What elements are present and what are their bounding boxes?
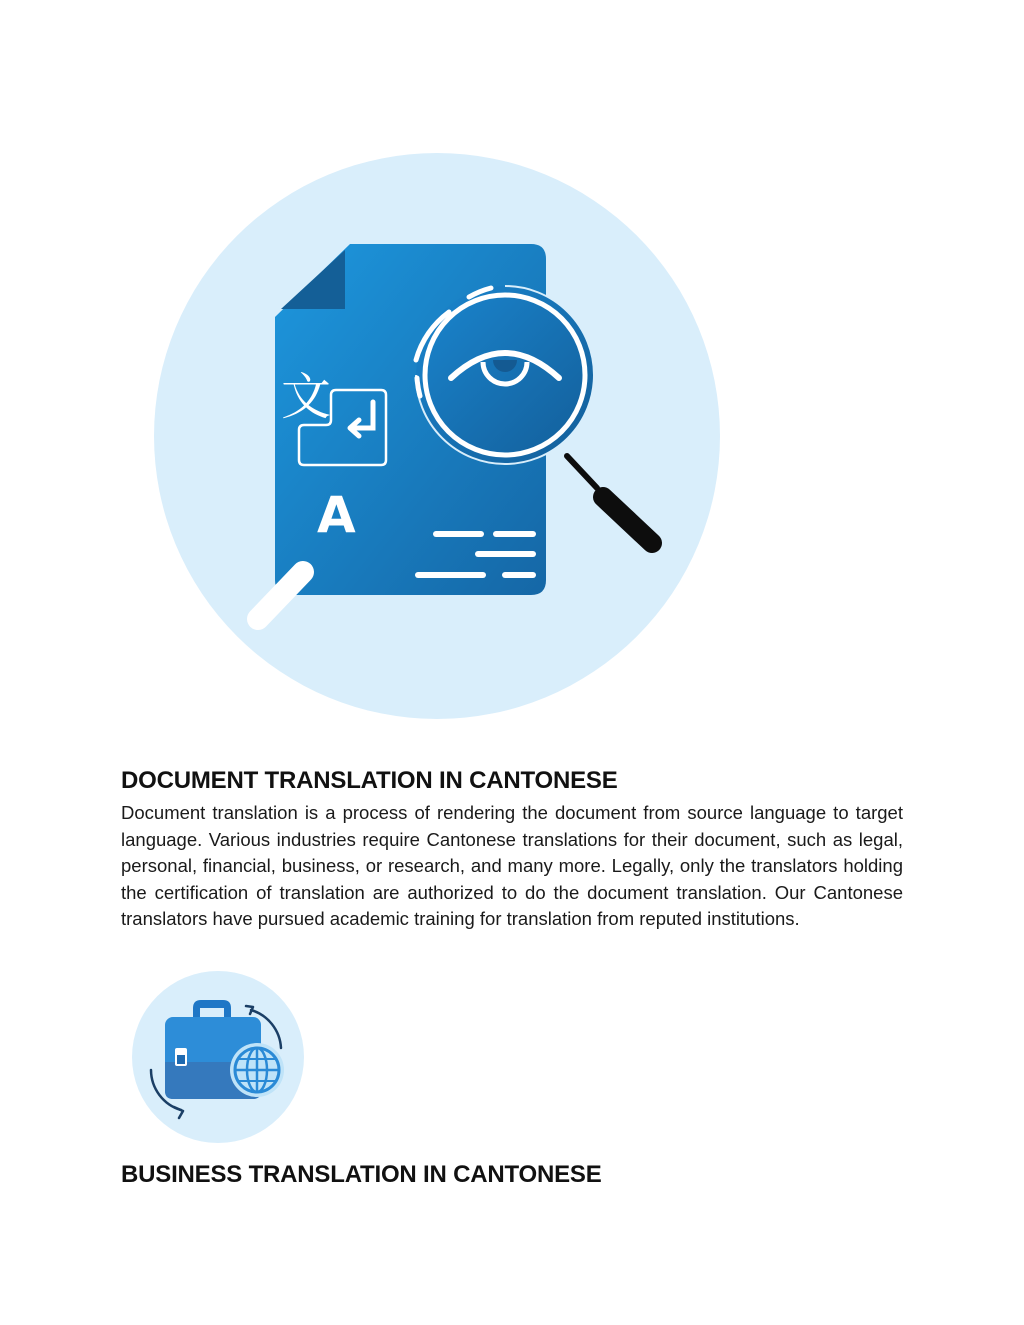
magnifier-icon <box>416 286 594 464</box>
document-translation-illustration <box>153 152 721 720</box>
business-translation-illustration <box>131 970 305 1144</box>
letter-a-glyph-icon: A <box>317 486 356 544</box>
globe-icon <box>230 1043 284 1097</box>
translate-glyph-icon: 文 <box>281 368 331 426</box>
business-translation-heading: BUSINESS TRANSLATION IN CANTONESE <box>121 1161 602 1188</box>
document-translation-paragraph: Document translation is a process of rendering the document from source language to target language. Various industries require Cantonese translations for their document, such as legal, personal, financial, business, or research, and many more. Legally, only the translators holding the certification of translation are authorized to do the document translation. Our Cantonese translators have pursued academic training for translation from reputed institutions. <box>121 802 903 929</box>
document-translation-heading: DOCUMENT TRANSLATION IN CANTONESE <box>121 767 618 794</box>
